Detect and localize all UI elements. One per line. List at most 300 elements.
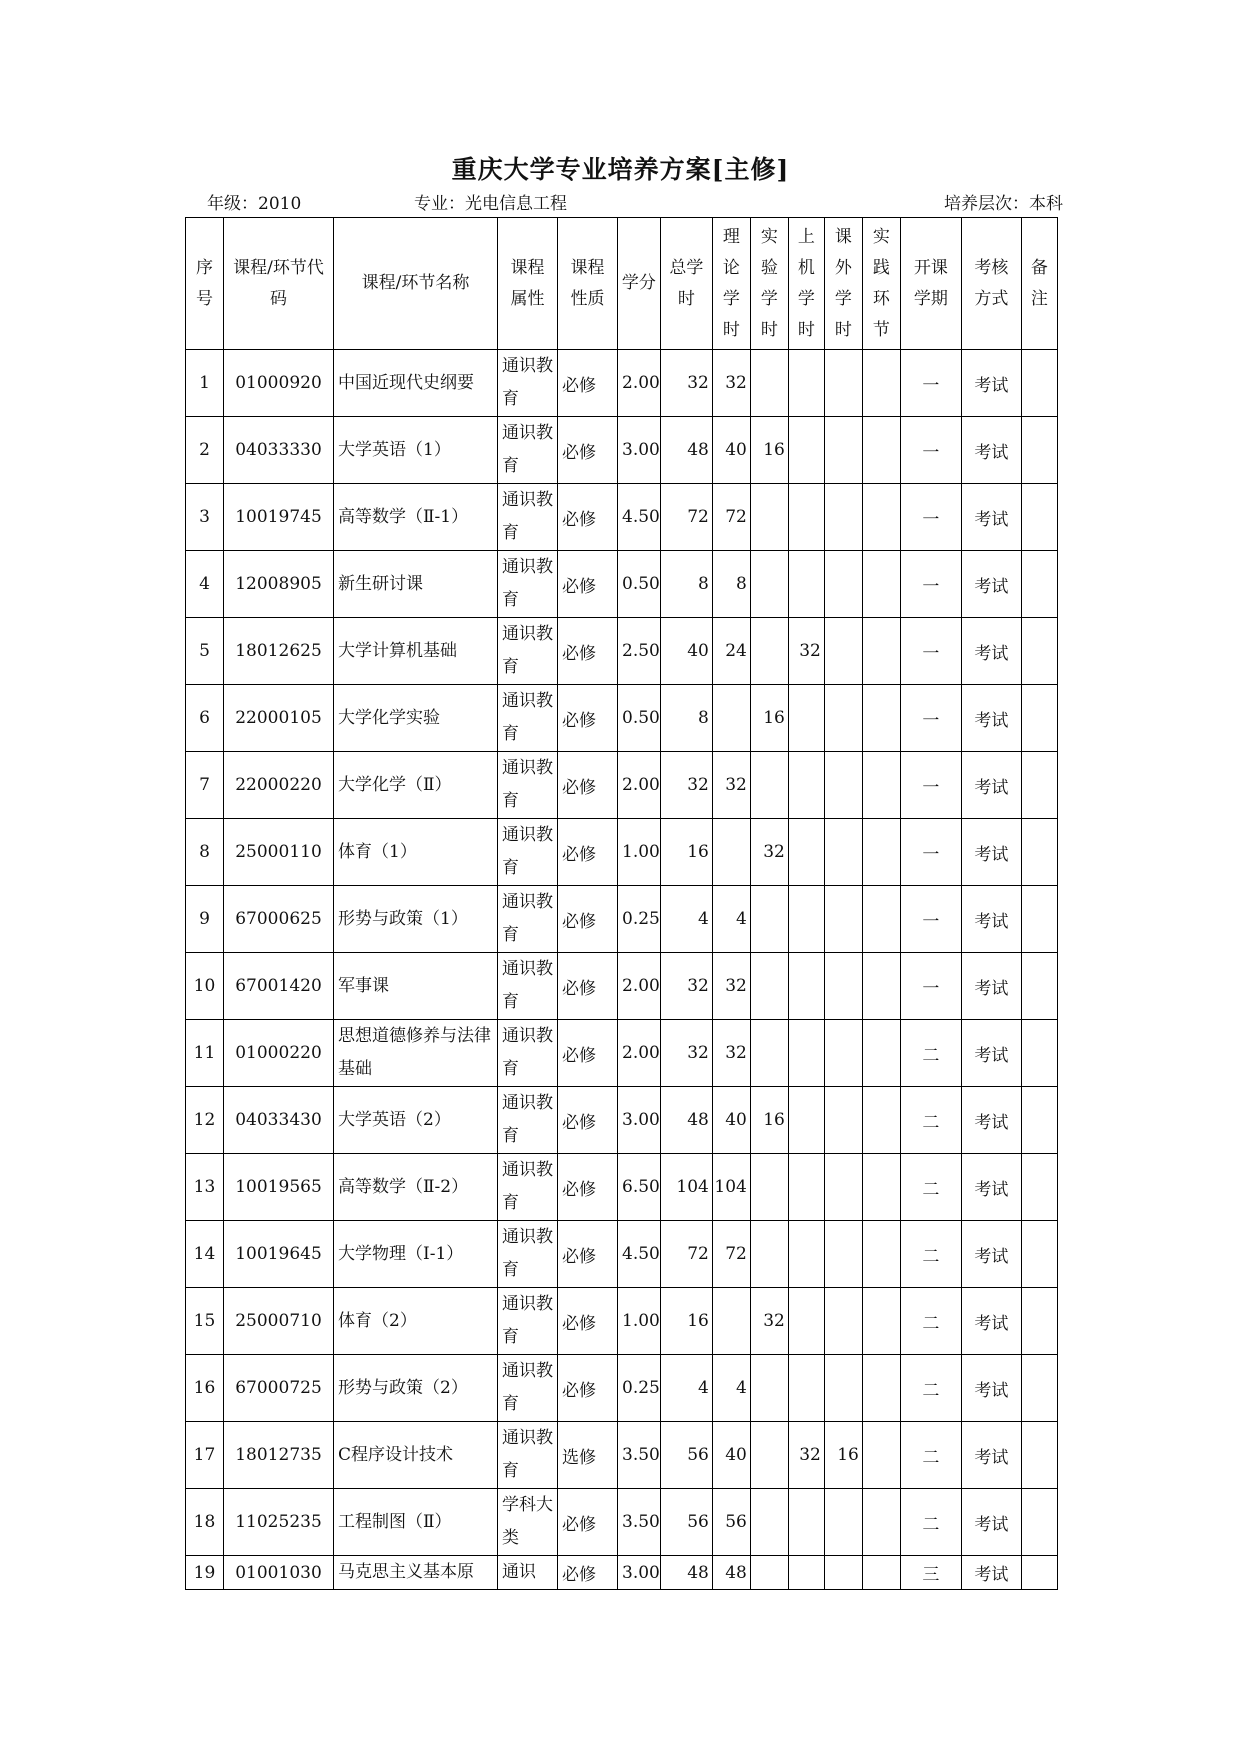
practice-hours-cell [862, 417, 900, 484]
table-row [186, 618, 1058, 685]
course-attribute-cell: 通识教育 [498, 1288, 558, 1355]
total-hours-cell: 72 [660, 484, 712, 551]
total-hours-cell: 48 [660, 1087, 712, 1154]
course-attribute-cell: 通识 [498, 1556, 558, 1590]
table-row [186, 1020, 1058, 1087]
lab-hours-cell [750, 1221, 788, 1288]
credit-cell: 1.00 [618, 1288, 661, 1355]
theory-hours-cell: 4 [712, 1355, 750, 1422]
row-number-cell: 8 [186, 819, 224, 886]
computer-hours-cell [788, 953, 824, 1020]
note-cell [1021, 886, 1057, 953]
row-number-cell: 1 [186, 350, 224, 417]
total-hours-cell: 32 [660, 1020, 712, 1087]
extracurricular-hours-cell: 16 [824, 1422, 862, 1489]
table-row [186, 1288, 1058, 1355]
exam-method-cell: 考试 [961, 685, 1021, 752]
exam-method-cell: 考试 [961, 484, 1021, 551]
course-nature-cell: 必修 [558, 551, 618, 618]
course-code-cell: 67001420 [224, 953, 334, 1020]
note-cell [1021, 1422, 1057, 1489]
practice-hours-cell [862, 1221, 900, 1288]
header-cell: 备注 [1021, 218, 1057, 350]
note-cell [1021, 1556, 1057, 1590]
page-title: 重庆大学专业培养方案[主修] [451, 155, 790, 184]
course-code-cell: 25000710 [224, 1288, 334, 1355]
extracurricular-hours-cell [824, 417, 862, 484]
note-cell [1021, 752, 1057, 819]
course-nature-cell: 必修 [558, 1020, 618, 1087]
row-number-cell: 18 [186, 1489, 224, 1556]
note-cell [1021, 1489, 1057, 1556]
practice-hours-cell [862, 1556, 900, 1590]
total-hours-cell: 56 [660, 1422, 712, 1489]
credit-cell: 2.00 [618, 953, 661, 1020]
major-label: 专业：光电信息工程 [414, 194, 567, 214]
table-row [186, 484, 1058, 551]
extracurricular-hours-cell [824, 551, 862, 618]
term-cell: 二 [900, 1489, 961, 1556]
term-cell: 二 [900, 1087, 961, 1154]
extracurricular-hours-cell [824, 618, 862, 685]
total-hours-cell: 4 [660, 886, 712, 953]
note-cell [1021, 1020, 1057, 1087]
course-code-cell: 18012735 [224, 1422, 334, 1489]
course-nature-cell: 必修 [558, 1489, 618, 1556]
computer-hours-cell [788, 1221, 824, 1288]
practice-hours-cell [862, 1489, 900, 1556]
exam-method-cell: 考试 [961, 886, 1021, 953]
theory-hours-cell: 32 [712, 752, 750, 819]
term-cell: 一 [900, 685, 961, 752]
course-nature-cell: 必修 [558, 1556, 618, 1590]
term-cell: 二 [900, 1154, 961, 1221]
total-hours-cell: 56 [660, 1489, 712, 1556]
course-nature-cell: 必修 [558, 685, 618, 752]
course-attribute-cell: 通识教育 [498, 1355, 558, 1422]
course-attribute-cell: 通识教育 [498, 551, 558, 618]
lab-hours-cell: 32 [750, 819, 788, 886]
course-code-cell: 18012625 [224, 618, 334, 685]
header-cell: 实践环节 [862, 218, 900, 350]
course-nature-cell: 必修 [558, 1154, 618, 1221]
note-cell [1021, 685, 1057, 752]
exam-method-cell: 考试 [961, 1355, 1021, 1422]
computer-hours-cell [788, 1087, 824, 1154]
credit-cell: 0.50 [618, 685, 661, 752]
course-name-cell: 形势与政策（1） [334, 886, 498, 953]
extracurricular-hours-cell [824, 752, 862, 819]
term-cell: 一 [900, 350, 961, 417]
total-hours-cell: 32 [660, 752, 712, 819]
practice-hours-cell [862, 1154, 900, 1221]
practice-hours-cell [862, 1020, 900, 1087]
course-nature-cell: 必修 [558, 417, 618, 484]
lab-hours-cell: 16 [750, 417, 788, 484]
exam-method-cell: 考试 [961, 618, 1021, 685]
header-cell: 课程/环节名称 [334, 218, 498, 350]
level-label: 培养层次：本科 [944, 194, 1063, 214]
course-attribute-cell: 通识教育 [498, 618, 558, 685]
exam-method-cell: 考试 [961, 1288, 1021, 1355]
extracurricular-hours-cell [824, 1020, 862, 1087]
credit-cell: 3.00 [618, 1556, 661, 1590]
table-row [186, 417, 1058, 484]
computer-hours-cell [788, 350, 824, 417]
practice-hours-cell [862, 1087, 900, 1154]
theory-hours-cell: 48 [712, 1556, 750, 1590]
header-row [186, 218, 1058, 350]
computer-hours-cell [788, 819, 824, 886]
course-name-cell: 大学英语（2） [334, 1087, 498, 1154]
course-attribute-cell: 通识教育 [498, 1087, 558, 1154]
extracurricular-hours-cell [824, 886, 862, 953]
header-cell: 开课学期 [900, 218, 961, 350]
theory-hours-cell: 40 [712, 1087, 750, 1154]
practice-hours-cell [862, 1355, 900, 1422]
term-cell: 一 [900, 819, 961, 886]
course-code-cell: 04033430 [224, 1087, 334, 1154]
table-row [186, 886, 1058, 953]
header-cell: 课程属性 [498, 218, 558, 350]
header-cell: 课程/环节代码 [224, 218, 334, 350]
course-attribute-cell: 学科大类 [498, 1489, 558, 1556]
header-cell: 上机学时 [788, 218, 824, 350]
course-nature-cell: 必修 [558, 953, 618, 1020]
term-cell: 一 [900, 484, 961, 551]
course-name-cell: 形势与政策（2） [334, 1355, 498, 1422]
computer-hours-cell [788, 1154, 824, 1221]
course-nature-cell: 必修 [558, 886, 618, 953]
computer-hours-cell [788, 417, 824, 484]
row-number-cell: 19 [186, 1556, 224, 1590]
theory-hours-cell: 32 [712, 953, 750, 1020]
computer-hours-cell [788, 1288, 824, 1355]
total-hours-cell: 104 [660, 1154, 712, 1221]
theory-hours-cell [712, 1288, 750, 1355]
extracurricular-hours-cell [824, 1221, 862, 1288]
credit-cell: 3.00 [618, 417, 661, 484]
theory-hours-cell: 32 [712, 350, 750, 417]
row-number-cell: 15 [186, 1288, 224, 1355]
exam-method-cell: 考试 [961, 1422, 1021, 1489]
theory-hours-cell [712, 685, 750, 752]
total-hours-cell: 48 [660, 417, 712, 484]
course-code-cell: 22000105 [224, 685, 334, 752]
course-code-cell: 11025235 [224, 1489, 334, 1556]
table-row [186, 752, 1058, 819]
total-hours-cell: 40 [660, 618, 712, 685]
credit-cell: 1.00 [618, 819, 661, 886]
term-cell: 二 [900, 1020, 961, 1087]
computer-hours-cell [788, 752, 824, 819]
course-name-cell: 大学计算机基础 [334, 618, 498, 685]
course-attribute-cell: 通识教育 [498, 1221, 558, 1288]
note-cell [1021, 953, 1057, 1020]
computer-hours-cell [788, 551, 824, 618]
credit-cell: 0.25 [618, 886, 661, 953]
course-attribute-cell: 通识教育 [498, 752, 558, 819]
lab-hours-cell [750, 484, 788, 551]
computer-hours-cell [788, 1556, 824, 1590]
row-number-cell: 16 [186, 1355, 224, 1422]
computer-hours-cell [788, 1020, 824, 1087]
header-cell: 实验学时 [750, 218, 788, 350]
note-cell [1021, 1355, 1057, 1422]
practice-hours-cell [862, 1422, 900, 1489]
lab-hours-cell: 16 [750, 1087, 788, 1154]
table-row [186, 1422, 1058, 1489]
course-nature-cell: 必修 [558, 1355, 618, 1422]
course-name-cell: 体育（1） [334, 819, 498, 886]
practice-hours-cell [862, 685, 900, 752]
course-name-cell: 大学化学实验 [334, 685, 498, 752]
credit-cell: 3.50 [618, 1489, 661, 1556]
extracurricular-hours-cell [824, 1489, 862, 1556]
total-hours-cell: 48 [660, 1556, 712, 1590]
term-cell: 二 [900, 1355, 961, 1422]
computer-hours-cell: 32 [788, 618, 824, 685]
course-code-cell: 22000220 [224, 752, 334, 819]
practice-hours-cell [862, 886, 900, 953]
course-code-cell: 04033330 [224, 417, 334, 484]
extracurricular-hours-cell [824, 1556, 862, 1590]
theory-hours-cell: 56 [712, 1489, 750, 1556]
practice-hours-cell [862, 551, 900, 618]
curriculum-table [185, 217, 1058, 1590]
note-cell [1021, 618, 1057, 685]
theory-hours-cell: 40 [712, 1422, 750, 1489]
extracurricular-hours-cell [824, 685, 862, 752]
note-cell [1021, 819, 1057, 886]
extracurricular-hours-cell [824, 1288, 862, 1355]
theory-hours-cell: 24 [712, 618, 750, 685]
lab-hours-cell: 16 [750, 685, 788, 752]
course-name-cell: 大学物理（Ⅰ-1） [334, 1221, 498, 1288]
term-cell: 一 [900, 953, 961, 1020]
course-attribute-cell: 通识教育 [498, 685, 558, 752]
course-name-cell: 军事课 [334, 953, 498, 1020]
row-number-cell: 11 [186, 1020, 224, 1087]
note-cell [1021, 1154, 1057, 1221]
total-hours-cell: 72 [660, 1221, 712, 1288]
row-number-cell: 14 [186, 1221, 224, 1288]
computer-hours-cell [788, 1355, 824, 1422]
lab-hours-cell [750, 350, 788, 417]
exam-method-cell: 考试 [961, 350, 1021, 417]
course-attribute-cell: 通识教育 [498, 819, 558, 886]
credit-cell: 3.00 [618, 1087, 661, 1154]
course-nature-cell: 必修 [558, 752, 618, 819]
course-nature-cell: 必修 [558, 1221, 618, 1288]
theory-hours-cell [712, 819, 750, 886]
term-cell: 三 [900, 1556, 961, 1590]
total-hours-cell: 8 [660, 551, 712, 618]
credit-cell: 2.00 [618, 350, 661, 417]
row-number-cell: 9 [186, 886, 224, 953]
exam-method-cell: 考试 [961, 551, 1021, 618]
course-nature-cell: 必修 [558, 1087, 618, 1154]
note-cell [1021, 1087, 1057, 1154]
extracurricular-hours-cell [824, 819, 862, 886]
note-cell [1021, 1288, 1057, 1355]
grade-label: 年级：2010 [207, 194, 302, 214]
total-hours-cell: 16 [660, 1288, 712, 1355]
table-row [186, 551, 1058, 618]
course-name-cell: 新生研讨课 [334, 551, 498, 618]
course-nature-cell: 必修 [558, 350, 618, 417]
table-row [186, 1154, 1058, 1221]
table-row [186, 1221, 1058, 1288]
total-hours-cell: 8 [660, 685, 712, 752]
row-number-cell: 5 [186, 618, 224, 685]
credit-cell: 2.00 [618, 752, 661, 819]
course-code-cell: 67000625 [224, 886, 334, 953]
extracurricular-hours-cell [824, 350, 862, 417]
course-nature-cell: 必修 [558, 819, 618, 886]
course-code-cell: 25000110 [224, 819, 334, 886]
note-cell [1021, 417, 1057, 484]
term-cell: 一 [900, 417, 961, 484]
term-cell: 一 [900, 752, 961, 819]
practice-hours-cell [862, 350, 900, 417]
lab-hours-cell [750, 1355, 788, 1422]
total-hours-cell: 16 [660, 819, 712, 886]
exam-method-cell: 考试 [961, 752, 1021, 819]
table-row [186, 1087, 1058, 1154]
exam-method-cell: 考试 [961, 417, 1021, 484]
lab-hours-cell [750, 752, 788, 819]
credit-cell: 6.50 [618, 1154, 661, 1221]
exam-method-cell: 考试 [961, 1221, 1021, 1288]
course-code-cell: 10019565 [224, 1154, 334, 1221]
row-number-cell: 17 [186, 1422, 224, 1489]
lab-hours-cell [750, 1556, 788, 1590]
row-number-cell: 2 [186, 417, 224, 484]
note-cell [1021, 551, 1057, 618]
row-number-cell: 10 [186, 953, 224, 1020]
course-code-cell: 01000220 [224, 1020, 334, 1087]
course-name-cell: 思想道德修养与法律基础 [334, 1020, 498, 1087]
note-cell [1021, 484, 1057, 551]
course-code-cell: 67000725 [224, 1355, 334, 1422]
theory-hours-cell: 40 [712, 417, 750, 484]
table-row [186, 819, 1058, 886]
header-cell: 课程性质 [558, 218, 618, 350]
course-attribute-cell: 通识教育 [498, 1422, 558, 1489]
table-row [186, 953, 1058, 1020]
computer-hours-cell [788, 1489, 824, 1556]
total-hours-cell: 32 [660, 953, 712, 1020]
header-cell: 总学时 [660, 218, 712, 350]
header-cell: 考核方式 [961, 218, 1021, 350]
extracurricular-hours-cell [824, 484, 862, 551]
table-row [186, 1556, 1058, 1590]
table-row [186, 1355, 1058, 1422]
extracurricular-hours-cell [824, 1355, 862, 1422]
exam-method-cell: 考试 [961, 1020, 1021, 1087]
practice-hours-cell [862, 953, 900, 1020]
practice-hours-cell [862, 752, 900, 819]
header-cell: 学分 [618, 218, 661, 350]
table-row [186, 685, 1058, 752]
theory-hours-cell: 32 [712, 1020, 750, 1087]
row-number-cell: 12 [186, 1087, 224, 1154]
computer-hours-cell [788, 685, 824, 752]
credit-cell: 4.50 [618, 484, 661, 551]
practice-hours-cell [862, 484, 900, 551]
lab-hours-cell [750, 1020, 788, 1087]
course-nature-cell: 必修 [558, 1288, 618, 1355]
course-name-cell: 工程制图（Ⅱ） [334, 1489, 498, 1556]
course-name-cell: 体育（2） [334, 1288, 498, 1355]
course-code-cell: 01000920 [224, 350, 334, 417]
lab-hours-cell: 32 [750, 1288, 788, 1355]
course-code-cell: 12008905 [224, 551, 334, 618]
header-cell: 序号 [186, 218, 224, 350]
credit-cell: 2.50 [618, 618, 661, 685]
exam-method-cell: 考试 [961, 1087, 1021, 1154]
course-attribute-cell: 通识教育 [498, 953, 558, 1020]
lab-hours-cell [750, 1154, 788, 1221]
practice-hours-cell [862, 819, 900, 886]
credit-cell: 0.25 [618, 1355, 661, 1422]
course-name-cell: 马克思主义基本原 [334, 1556, 498, 1590]
course-name-cell: 高等数学（Ⅱ-2） [334, 1154, 498, 1221]
course-code-cell: 10019745 [224, 484, 334, 551]
row-number-cell: 7 [186, 752, 224, 819]
theory-hours-cell: 104 [712, 1154, 750, 1221]
course-attribute-cell: 通识教育 [498, 484, 558, 551]
row-number-cell: 13 [186, 1154, 224, 1221]
course-code-cell: 01001030 [224, 1556, 334, 1590]
term-cell: 二 [900, 1221, 961, 1288]
term-cell: 二 [900, 1288, 961, 1355]
note-cell [1021, 1221, 1057, 1288]
course-code-cell: 10019645 [224, 1221, 334, 1288]
course-attribute-cell: 通识教育 [498, 1154, 558, 1221]
theory-hours-cell: 72 [712, 484, 750, 551]
exam-method-cell: 考试 [961, 1154, 1021, 1221]
course-attribute-cell: 通识教育 [498, 886, 558, 953]
credit-cell: 2.00 [618, 1020, 661, 1087]
lab-hours-cell [750, 1422, 788, 1489]
header-cell: 理论学时 [712, 218, 750, 350]
header-cell: 课外学时 [824, 218, 862, 350]
computer-hours-cell [788, 886, 824, 953]
extracurricular-hours-cell [824, 1087, 862, 1154]
term-cell: 一 [900, 886, 961, 953]
course-nature-cell: 选修 [558, 1422, 618, 1489]
course-attribute-cell: 通识教育 [498, 417, 558, 484]
row-number-cell: 4 [186, 551, 224, 618]
exam-method-cell: 考试 [961, 953, 1021, 1020]
credit-cell: 3.50 [618, 1422, 661, 1489]
term-cell: 一 [900, 551, 961, 618]
computer-hours-cell: 32 [788, 1422, 824, 1489]
credit-cell: 4.50 [618, 1221, 661, 1288]
course-name-cell: 大学化学（Ⅱ） [334, 752, 498, 819]
term-cell: 二 [900, 1422, 961, 1489]
lab-hours-cell [750, 886, 788, 953]
theory-hours-cell: 72 [712, 1221, 750, 1288]
row-number-cell: 3 [186, 484, 224, 551]
course-name-cell: C程序设计技术 [334, 1422, 498, 1489]
lab-hours-cell [750, 953, 788, 1020]
theory-hours-cell: 4 [712, 886, 750, 953]
computer-hours-cell [788, 484, 824, 551]
total-hours-cell: 32 [660, 350, 712, 417]
